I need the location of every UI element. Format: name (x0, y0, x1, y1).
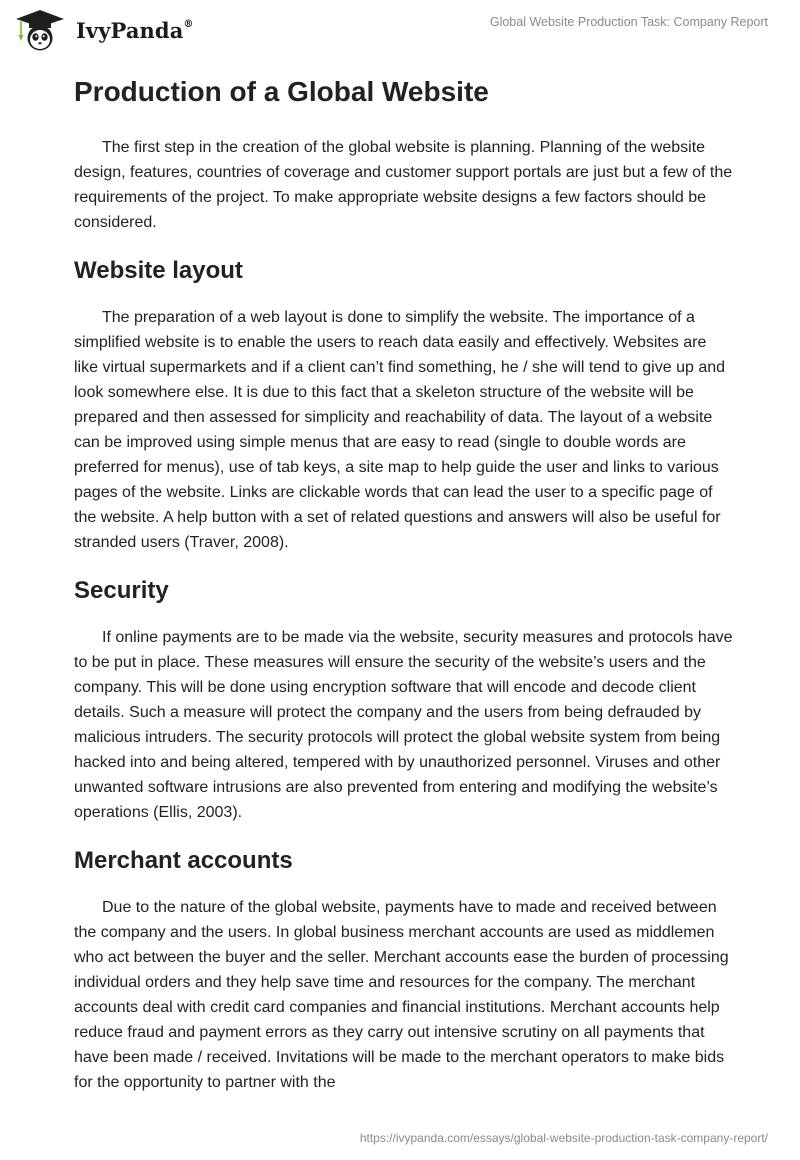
article-body (74, 72, 734, 1114)
section-body-website-layout: The preparation of a web layout is done to simplify the website. The importance of a simplified website is to enable the users to reach data easily and effectively. Websites are like virtual supermarkets and if a client can’t find something, he / she will tend to give up and look somewhere else. It is due to this fact that a skeleton structure of the website will be prepared and then assessed for simplicity and reachability of data. The layout of a website can be improved using simple menus that are easy to read (single to double words are preferred for menus), use of tab keys, a site map to help guide the user and links to various pages of the website. Links are clickable words that can lead the user to a specific page of the website. A help button with a set of related questions and answers will also be useful for stranded users (Traver, 2008). (74, 309, 726, 551)
panda-graduate-icon (14, 8, 66, 52)
section-heading-website-layout: Website layout (74, 257, 243, 284)
page-header (0, 0, 800, 70)
brand-name: IvyPanda® (76, 17, 194, 43)
section-heading-security: Security (74, 577, 169, 604)
section-body-merchant-accounts: Due to the nature of the global website, payments have to made and received between the company and the users. In global business merchant accounts are used as middlemen who act between the buyer and the seller. Merchant accounts ease the burden of processing individual orders and they help save time and resources for the company. The merchant accounts deal with credit card companies and financial institutions. Merchant accounts help reduce fraud and payment errors as they carry out intensive scrutiny on all payments that have been made / received. Invitations will be made to the merchant operators to make bids for the opportunity to partner with the (74, 899, 729, 1091)
intro-paragraph: The first step in the creation of the global website is planning. Planning of the website design, features, countries of coverage and customer support portals are just but a few of the requirements of the project. To make appropriate website designs a few factors should be considered. (74, 139, 733, 231)
registered-mark: ® (183, 18, 194, 30)
brand-logo[interactable] (14, 8, 194, 52)
section-heading-merchant-accounts: Merchant accounts (74, 847, 293, 874)
document-title: Global Website Production Task: Company Report (489, 15, 768, 29)
section-body-security: If online payments are to be made via the website, security measures and protocols have to be put in place. These measures will ensure the security of the website’s users and the company. This will be done using encryption software that will encode and decode client details. Such a measure will protect the company and the users from being defrauded by malicious intruders. The security protocols will protect the global website system from being hacked into and being altered, tempered with by unauthorized personnel. Viruses and other unwanted software intrusions are also prevented from entering and modifying the website’s operations (Ellis, 2003). (74, 629, 733, 821)
page-title: Production of a Global Website (74, 76, 489, 107)
source-url[interactable]: https://ivypanda.com/essays/global-website-production-task-company-report/ (359, 1131, 768, 1145)
